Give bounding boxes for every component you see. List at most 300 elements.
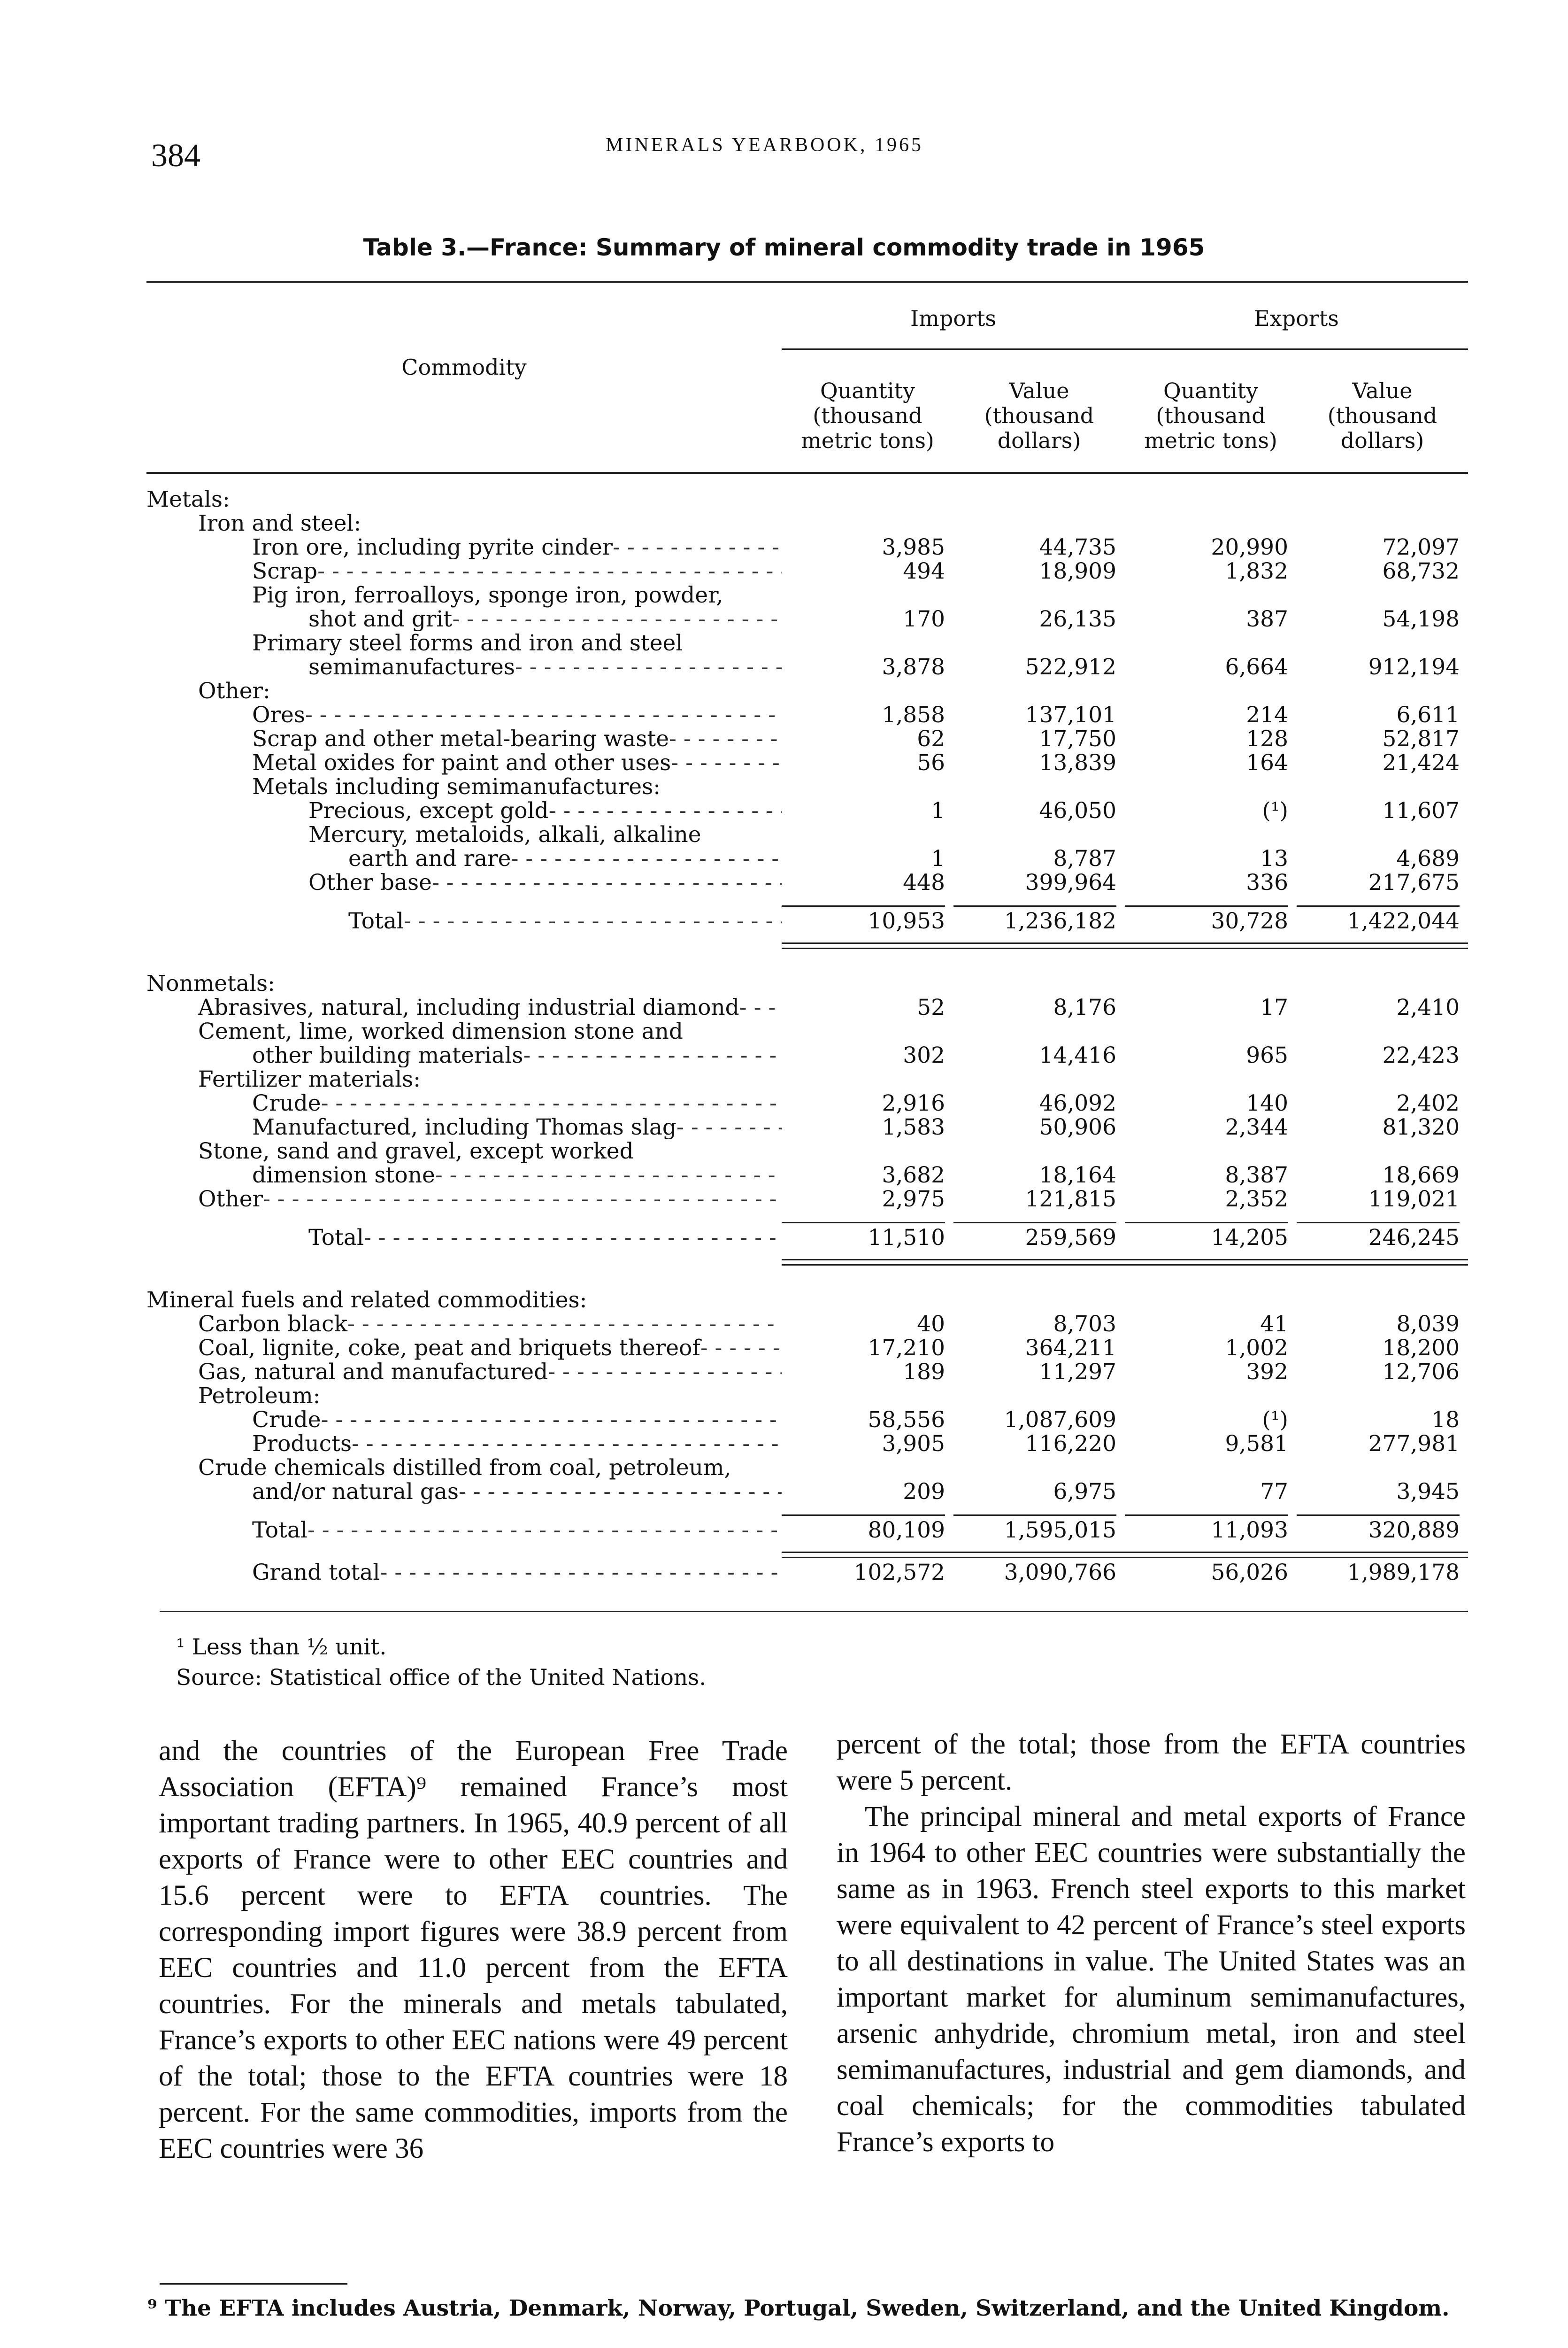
export-value-cell: 119,021 [1368,1186,1460,1212]
export-value-cell: 217,675 [1368,870,1460,896]
commodity-text: Crude [252,1091,321,1115]
dot-leader [263,1187,782,1211]
dot-leader [435,1163,782,1187]
table-row [146,1115,1468,1139]
commodity-text: Iron ore, including pyrite cinder [252,535,613,559]
commodity-text: Metal oxides for paint and other uses [252,751,671,775]
commodity-cell [146,1223,782,1251]
table-row [146,703,1468,727]
double-line [1125,1259,1297,1266]
header-line: (thousand [984,403,1094,428]
dot-leader [305,703,782,727]
table-row [146,727,1468,751]
commodity-text: Crude chemicals distilled from coal, petroleum, [198,1455,731,1481]
export-value-cell [1297,1020,1468,1043]
commodity-text: Mineral fuels and related commodities: [146,1287,587,1313]
spacer-cell [146,949,782,972]
commodity-cell [146,1067,782,1091]
commodity-text: Coal, lignite, coke, peat and briquets thereof [198,1336,700,1360]
commodity-label [146,1336,782,1360]
commodity-cell [146,799,782,823]
import-value-cell [953,679,1125,703]
commodity-cell [146,871,782,895]
dot-leader [321,1091,782,1115]
table-row [146,1187,1468,1211]
rule-cell [782,1251,953,1266]
commodity-label [146,1115,782,1139]
commodity-text: Mercury, metaloids, alkali, alkaline [308,822,701,848]
commodity-header: Commodity [401,355,527,380]
table-row [146,1091,1468,1115]
import-quantity-cell [782,511,953,535]
import-value-cell: 11,297 [1039,1359,1116,1385]
commodity-label [146,1020,782,1043]
commodity-cell [146,907,782,935]
spacer-cell [146,935,782,949]
export-value-cell: 320,889 [1368,1517,1460,1543]
commodity-label [146,607,782,631]
category-row [146,775,1468,799]
header-line: dollars) [1340,428,1424,453]
double-line [782,1259,953,1266]
header-line: Value [1009,378,1069,403]
export-value-cell: 72,097 [1382,534,1460,560]
double-line [953,942,1125,949]
export-quantity-cell: 336 [1246,870,1288,896]
imports-header: Imports [910,306,996,331]
header-line: (thousand [1156,403,1266,428]
subtotal-rule [146,1504,1468,1516]
import-quantity-cell: 3,682 [882,1162,945,1188]
dot-leader [549,799,782,823]
commodity-cell [146,775,782,799]
category-row [146,511,1468,535]
import-quantity-cell: 170 [903,606,945,632]
import-quantity-cell [782,823,953,847]
import-value-cell: 399,964 [1025,870,1116,896]
left-column [159,1733,788,2167]
export-value-cell [1297,1139,1468,1163]
commodity-label [146,559,782,583]
commodity-text: Metals: [146,487,230,512]
commodity-label [146,511,782,535]
rule-cell [1125,1266,1297,1288]
export-quantity-cell: 8,387 [1225,1162,1288,1188]
import-quantity-cell [782,1384,953,1408]
import-value-cell [953,1288,1125,1312]
dot-leader [404,909,782,933]
import-value-cell [953,583,1125,607]
export-quantity-cell: 41 [1260,1311,1288,1337]
left-paragraph: and the countries of the European Free Trade Association (EFTA)⁹ remained France’s most important trading partners. In 1965, 40.9 percent of all exports of France were to other EEC countries and 15.6 percent were to EFTA countries. The corresponding import figures were 38.9 percent from EEC countries and 11.0 percent from the EFTA countries. For the minerals and metals tabulated, France’s exports to other EEC nations were 49 percent of the total; those to the EFTA countries were 18 percent. For the same commodities, imports from the EEC countries were 36 [159,1735,788,2164]
export-value-cell: 6,611 [1396,702,1460,728]
total-row [146,1516,1468,1544]
import-value-cell: 137,101 [1025,702,1116,728]
commodity-cell [146,1336,782,1360]
dot-leader [671,751,782,775]
commodity-label [146,679,782,703]
dot-leader [364,1226,782,1250]
category-row [146,1020,1468,1043]
commodity-text: Nonmetals: [146,971,275,996]
rule-cell [1125,895,1297,907]
import-value-cell [953,1384,1125,1408]
commodity-cell [146,535,782,559]
footnote-rule [160,2283,347,2285]
export-quantity-cell: 1,002 [1225,1335,1288,1361]
commodity-text: other building materials [252,1043,523,1067]
export-quantity-cell [1125,583,1297,607]
export-value-cell: 18 [1431,1407,1460,1433]
export-quantity-cell: 20,990 [1211,534,1288,560]
import-quantity-cell: 1,858 [882,702,945,728]
export-value-cell [1297,823,1468,847]
commodity-text: Crude [252,1408,321,1432]
table-row [146,847,1468,871]
spacer-cell [146,1211,782,1223]
commodity-text: Products [252,1432,352,1456]
export-quantity-cell: 387 [1246,606,1288,632]
commodity-label [146,727,782,751]
category-row [146,1288,1468,1312]
export-quantity-cell [1125,1020,1297,1043]
export-quantity-cell: 2,344 [1225,1114,1288,1140]
export-quantity-cell: 11,093 [1211,1517,1288,1543]
commodity-label [146,1091,782,1115]
dot-leader [739,996,782,1020]
export-value-cell: 8,039 [1396,1311,1460,1337]
dot-leader [347,1312,782,1336]
table-row [146,1408,1468,1432]
commodity-cell [146,1516,782,1544]
table-row [146,871,1468,895]
commodity-cell [146,1139,782,1163]
double-rule [146,935,1468,949]
commodity-text: Fertilizer materials: [198,1066,421,1092]
export-quantity-cell [1125,1288,1297,1312]
import-value-cell [953,823,1125,847]
export-value-cell [1297,972,1468,996]
commodity-label [146,1560,782,1584]
import-value-cell [953,1456,1125,1480]
export-value-cell: 246,245 [1368,1224,1460,1251]
exports-header: Exports [1254,306,1339,331]
export-value-cell: 18,669 [1382,1162,1460,1188]
dot-leader [700,1336,782,1360]
commodity-text: and/or natural gas [252,1480,459,1504]
commodity-text: Other base [308,871,432,895]
export-value-cell: 2,402 [1396,1090,1460,1116]
commodity-text: Pig iron, ferroalloys, sponge iron, powder, [252,582,723,608]
table-row [146,1480,1468,1504]
import-quantity-cell: 80,109 [868,1517,945,1543]
export-quantity-cell: (¹) [1262,1407,1288,1433]
import-quantity-cell [782,487,953,511]
commodity-label [146,1288,782,1312]
export-quantity-cell: 77 [1260,1479,1288,1505]
export-value-cell: 2,410 [1396,995,1460,1020]
commodity-cell [146,1091,782,1115]
category-row [146,583,1468,607]
commodity-label [146,799,782,823]
export-quantity-cell: 2,352 [1225,1186,1288,1212]
commodity-cell [146,1384,782,1408]
dot-leader [307,1518,782,1542]
dot-leader [321,1408,782,1432]
rule-cell [1125,1544,1297,1558]
import-value-cell: 18,909 [1039,558,1116,584]
commodity-cell [146,1312,782,1336]
dot-leader [352,1432,782,1456]
commodity-cell [146,631,782,655]
import-value-cell: 46,092 [1039,1090,1116,1116]
category-row [146,1139,1468,1163]
table-row [146,535,1468,559]
commodity-text: Gas, natural and manufactured [198,1360,548,1384]
commodity-text: Total [308,1225,364,1250]
import-quantity-cell: 11,510 [868,1224,945,1251]
commodity-cell [146,1020,782,1043]
import-quantity-cell: 10,953 [868,908,945,934]
commodity-label [146,1456,782,1480]
commodity-text: Scrap [252,559,318,583]
commodity-cell [146,679,782,703]
commodity-label [146,972,782,996]
table-title: Table 3.—France: Summary of mineral commodity trade in 1965 [363,234,1205,261]
import-value-cell [953,1067,1125,1091]
export-quantity-cell [1125,511,1297,535]
import-quantity-cell: 102,572 [853,1559,945,1585]
import-value-cell: 6,975 [1053,1479,1116,1505]
header-line: (thousand [1327,403,1437,428]
commodity-text: Scrap and other metal-bearing waste [252,727,669,751]
export-quantity-cell: 13 [1260,846,1288,872]
total-row [146,907,1468,935]
rule-cell [953,1504,1125,1516]
header-line: Quantity [1163,378,1259,403]
import-quantity-cell: 52 [917,995,945,1020]
commodity-label [146,1480,782,1504]
commodity-label [146,631,782,655]
commodity-label [146,1043,782,1067]
export-quantity-cell [1125,679,1297,703]
dot-leader [432,871,782,895]
spacer-cell [146,1251,782,1266]
category-row [146,972,1468,996]
import-quantity-cell: 62 [917,726,945,752]
commodity-label [146,1360,782,1384]
export-value-cell [1297,487,1468,511]
commodity-text: Other: [198,678,270,704]
rule-cell [953,1211,1125,1223]
double-line [1125,942,1297,949]
export-value-cell: 912,194 [1368,654,1460,680]
rule-cell [782,1266,953,1288]
commodity-cell [146,751,782,775]
import-value-cell: 1,236,182 [1004,908,1116,934]
table-row [146,559,1468,583]
commodity-cell [146,1288,782,1312]
import-quantity-cell [782,631,953,655]
import-quantity-cell: 1 [931,798,945,824]
import-value-cell: 1,087,609 [1004,1407,1116,1433]
export-value-cell [1297,1288,1468,1312]
spacer-cell [146,1544,782,1558]
commodity-cell [146,847,782,871]
commodity-label [146,1312,782,1336]
export-quantity-cell [1125,823,1297,847]
spacer-cell [146,1504,782,1516]
double-line [953,1552,1125,1558]
commodity-text: Other [198,1187,263,1211]
export-quantity-cell [1125,1456,1297,1480]
rule-cell [1297,1504,1468,1516]
export-quantity-cell: (¹) [1262,798,1288,824]
export-quantity-cell [1125,1067,1297,1091]
rule-cell [1297,1266,1468,1288]
commodity-text: Petroleum: [198,1383,321,1409]
commodity-cell [146,1432,782,1456]
import-value-cell: 13,839 [1039,750,1116,776]
total-row [146,1223,1468,1251]
commodity-text: earth and rare [348,847,511,871]
right-paragraph-2: The principal mineral and metal exports of France in 1964 to other EEC countries were substantially the same as in 1963. French steel exports to this market were equivalent to 42 percent of France’s steel exports to all destinations in value. The United States was an important market for aluminum semimanufactures, arsenic anhydride, chromium metal, iron and steel semimanufactures, industrial and gem diamonds, and coal chemicals; for the commodities tabulated France’s exports to [837,1801,1466,2158]
commodity-cell [146,1163,782,1187]
import-quantity-cell: 1 [931,846,945,872]
commodity-label [146,1518,782,1542]
export-quantity-cell: 30,728 [1211,908,1288,934]
commodity-cell [146,1360,782,1384]
export-value-cell [1297,775,1468,799]
import-quantity-cell: 2,975 [882,1186,945,1212]
import-value-cell [953,1139,1125,1163]
commodity-label [146,823,782,847]
header-line: metric tons) [1144,428,1277,453]
category-row [146,1456,1468,1480]
double-line [953,1259,1125,1266]
import-value-cell: 18,164 [1039,1162,1116,1188]
export-value-cell: 277,981 [1368,1431,1460,1457]
commodity-cell [146,1187,782,1211]
commodity-text: Ores [252,703,305,727]
double-line [1125,1552,1297,1558]
rule-cell [1297,1544,1468,1558]
rule-cell [1125,935,1297,949]
commodity-text: Metals including semimanufactures: [252,774,661,800]
rule-cell [953,1266,1125,1288]
dot-leader [676,1115,782,1139]
double-line [1297,942,1468,949]
footnote-1: ¹ Less than ½ unit. [176,1634,387,1660]
import-value-cell: 8,176 [1053,995,1116,1020]
commodity-text: shot and grit [308,607,453,631]
rule-cell [782,935,953,949]
rule-cell [782,1544,953,1558]
export-value-cell: 3,945 [1396,1479,1460,1505]
commodity-label [146,1226,782,1250]
page-number: 384 [151,138,200,174]
export-quantity-cell: 56,026 [1211,1559,1288,1585]
import-value-cell [953,631,1125,655]
header-line: metric tons) [801,428,934,453]
rule-cell [953,949,1125,972]
commodity-label [146,909,782,933]
import-value-cell: 50,906 [1039,1114,1116,1140]
import-value-cell [953,775,1125,799]
commodity-cell [146,511,782,535]
header-line: (thousand [813,403,922,428]
section-gap [146,1266,1468,1288]
table-row [146,799,1468,823]
export-value-cell: 18,200 [1382,1335,1460,1361]
commodity-cell [146,655,782,679]
commodity-label [146,1067,782,1091]
spacer-cell [146,1266,782,1288]
import-quantity-cell: 3,878 [882,654,945,680]
export-value-cell: 21,424 [1382,750,1460,776]
export-value-cell: 4,689 [1396,846,1460,872]
export-value-cell [1297,583,1468,607]
imports-value-header [953,378,1125,453]
import-quantity-cell: 3,905 [882,1431,945,1457]
dot-leader [317,559,782,583]
commodity-text: Cement, lime, worked dimension stone and [198,1019,683,1044]
commodity-label [146,775,782,799]
commodity-cell [146,1456,782,1480]
import-quantity-cell: 189 [903,1359,945,1385]
rule-cell [1125,1251,1297,1266]
total-row [146,1558,1468,1586]
export-value-cell: 81,320 [1382,1114,1460,1140]
commodity-cell [146,727,782,751]
commodity-cell [146,607,782,631]
commodity-label [146,996,782,1020]
rule-cell [953,895,1125,907]
table-row [146,1432,1468,1456]
header-line: Value [1352,378,1413,403]
category-row [146,1384,1468,1408]
dot-leader [380,1560,782,1584]
imports-exports-rule [782,348,1468,350]
right-column [837,1726,1466,2160]
import-value-cell: 26,135 [1039,606,1116,632]
commodity-label [146,655,782,679]
export-value-cell: 52,817 [1382,726,1460,752]
import-quantity-cell [782,1456,953,1480]
commodity-label [146,487,782,511]
commodity-label [146,871,782,895]
commodity-cell [146,1408,782,1432]
export-quantity-cell: 965 [1246,1043,1288,1068]
commodity-cell [146,1558,782,1586]
import-quantity-cell [782,972,953,996]
export-quantity-cell: 128 [1246,726,1288,752]
export-quantity-cell: 9,581 [1225,1431,1288,1457]
commodity-text: Carbon black [198,1312,347,1336]
category-row [146,823,1468,847]
commodity-text: dimension stone [252,1163,435,1187]
table-row [146,607,1468,631]
commodity-cell [146,487,782,511]
export-quantity-cell: 6,664 [1225,654,1288,680]
export-quantity-cell [1125,487,1297,511]
rule-cell [1125,1211,1297,1223]
subtotal-rule [146,895,1468,907]
table-row [146,996,1468,1020]
export-quantity-cell: 164 [1246,750,1288,776]
commodity-text: semimanufactures [308,655,515,679]
import-value-cell: 17,750 [1039,726,1116,752]
